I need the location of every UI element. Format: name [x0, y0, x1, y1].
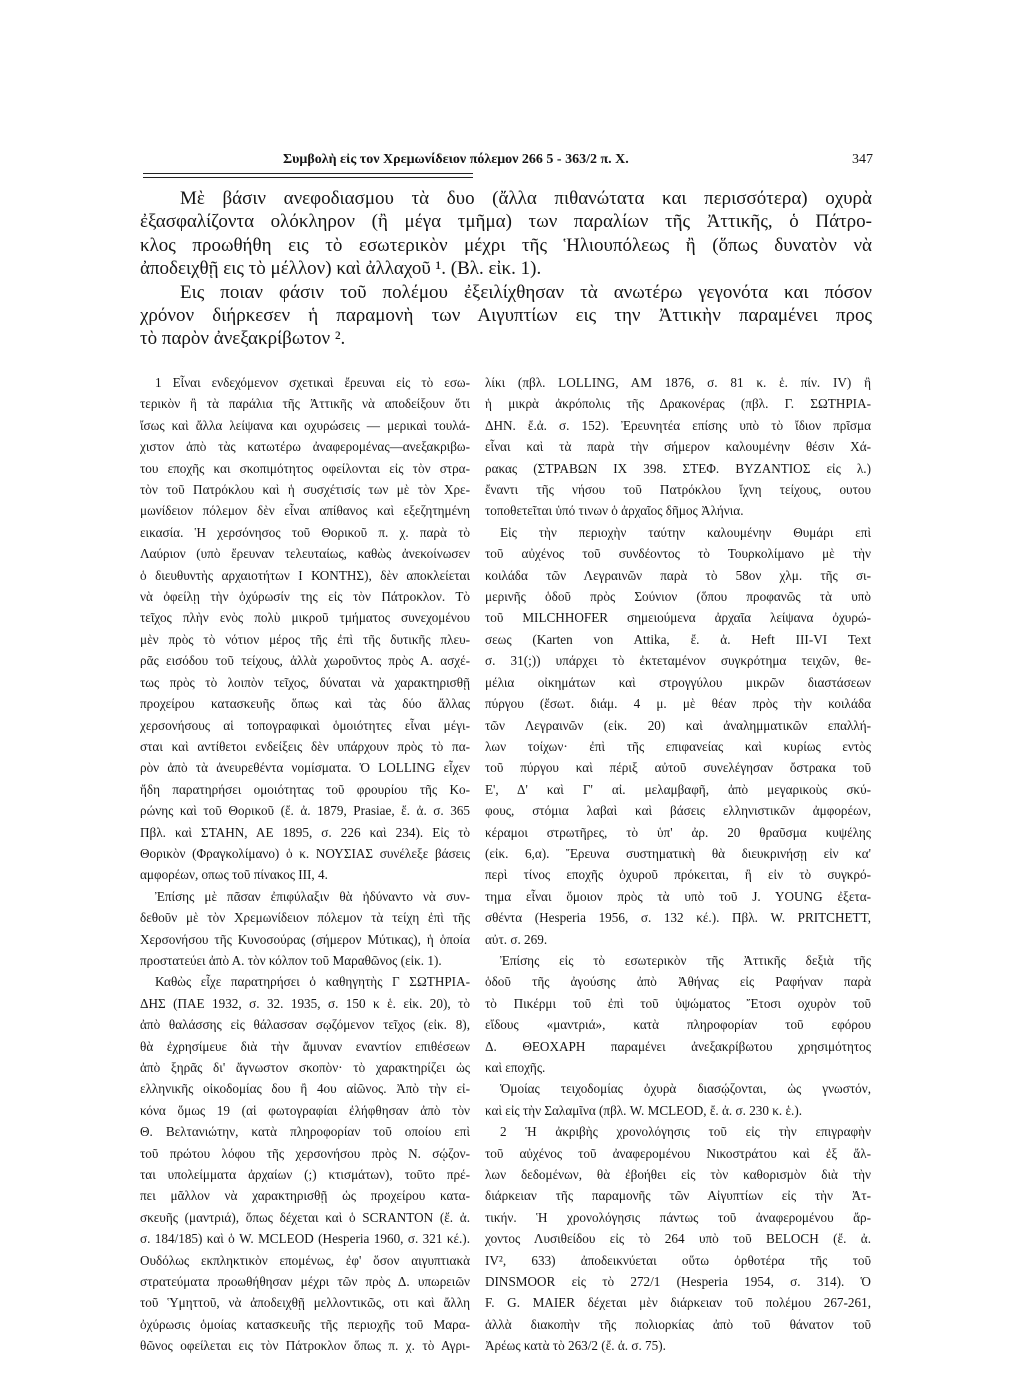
text-line: ὁ διευθυντὴς αρχαιοτήτων Ι ΚΟΝΤΗΣ), δὲν αποκλείεται	[140, 567, 470, 583]
text-line: τὸ παρὸν ἀνεξακρίβωτον ².	[140, 328, 346, 350]
footnotes-right-column	[485, 372, 871, 1357]
text-line: Εις ποιαν φάσιν τοῦ πολέμου ἐξειλίχθησαν τὰ ανωτέρω γεγονότα και πόσον	[180, 281, 872, 303]
paragraph	[485, 1078, 871, 1121]
text-line: IV², 633) ἀποδεικνύεται οὕτω ὀρθοτέρα τῆς τοῦ	[485, 1252, 871, 1268]
text-line: ρακας (ΣΤΡΑΒΩΝ IX 398. ΣΤΕΦ. ΒΥΖΑΝΤΙΟΣ εἰς λ.)	[485, 460, 871, 476]
text-line: τῶν Λεγραινῶν (εἰκ. 20) καὶ ἀναλημματικῶν επαλλή-	[485, 717, 871, 733]
text-line: Ἀρέως κατὰ τὸ 263/2 (ἔ. ἀ. σ. 75).	[485, 1338, 666, 1354]
text-line: προχείρου κατασκευῆς ὅπως καὶ τὰς δύο ἄλλας	[140, 696, 470, 712]
text-line: προστατεύει ἀπὸ Α. τὸν κόλπον τοῦ Μαραθῶνος (εἰκ. 1).	[140, 952, 442, 968]
text-line: κέραμοι στρωτῆρες, τὸ ὑπ' ἀρ. 20 θραῦσμα κυψέλης	[485, 824, 871, 840]
text-line: αὐτ. σ. 269.	[485, 931, 548, 947]
text-line: μέλια οἰκημάτων καὶ στρογγύλου μικρῶν διαστάσεων	[485, 674, 871, 690]
text-line: τως πρὸς τὸ λοιπὸν τεῖχος, δύναται νὰ χαρακτηρισθῇ	[140, 674, 470, 690]
text-line: ται υπολείμματα ἀρχαίων (;) κτισμάτων), τοῦτο πρέ-	[140, 1167, 470, 1183]
text-line: τοῦ MILCHHOFER σημειούμενα ἀρχαῖα λείψανα ὀχυρώ-	[485, 610, 871, 626]
text-line: δεθοῦν μὲ τὸν Χρεμωνίδειον πόλεμον τὰ τείχη ἐπὶ τῆς	[140, 910, 470, 926]
text-line: Ουδόλως εκπληκτικὸν επομένως, ἐφ' ὅσον αιγυπτιακὰ	[140, 1252, 470, 1268]
text-line: Καθὼς εἶχε παρατηρήσει ὁ καθηγητὴς Γ ΣΩΤΗΡΙΑ-	[155, 974, 470, 990]
text-line: εἴδους «μαντριά», κατὰ πληροφορίαν τοῦ εφόρου	[485, 1017, 871, 1033]
header-double-rule	[143, 173, 473, 178]
text-line: λων δεδομένων, θὰ ἐβοήθει εἰς τὸν καθορισμὸν διὰ τὴν	[485, 1167, 871, 1183]
paragraph	[485, 522, 871, 950]
text-line: θῶνος οφείλεται εις τὸν Πάτροκλον ὅπως π. χ. τὸ Αγρι-	[140, 1338, 470, 1354]
text-line: τὸ Πικέρμι τοῦ ἐπὶ τοῦ ὑψώματος Ἔτοσι οχυρὸν τοῦ	[485, 995, 871, 1011]
text-line: ἀποδειχθῇ εις τὸ μέλλον) καὶ ἀλλαχοῦ ¹. (Βλ. εἰκ. 1).	[140, 258, 542, 280]
running-title: Συμβολὴ εἰς τον Χρεμωνίδειον πόλεμον 266 5 - 363/2 π. Χ.	[283, 152, 629, 167]
text-line: κόνα ὅμως 19 (αἱ φωτογραφίαι ἐλήφθησαν ἀπὸ τὸν	[140, 1102, 470, 1118]
text-line: ελληνικῆς οἰκοδομίας δου ἢ 4ου αἰῶνος. Ἀπὸ τὴν εἰ-	[140, 1081, 470, 1097]
text-line: ΔΗΝ. ἔ.ἀ. σ. 152). Ἐρευνητέα επίσης υπὸ τὸ ἴδιον πρῖσμα	[485, 417, 871, 433]
text-line: ἀπὸ ξηρᾶς δι' ἄγνωστον σκοπὸν· τὸ χαρακτηρίζει ὡς	[140, 1060, 470, 1075]
paragraph	[140, 281, 872, 351]
text-line: τοποθετεῖται ὑπό τινων ὁ ἀρχαῖος δῆμος Ἀλήνια.	[485, 503, 744, 519]
text-line: Δ. ΘΕΟΧΑΡΗ παραμένει ἀνεξακρίβωτου χρησιμότητος	[485, 1038, 871, 1054]
paragraph	[140, 971, 470, 1356]
text-line: λων τοίχων· ἐπὶ τῆς επιφανείας καὶ κυρίως εντὸς	[485, 738, 871, 754]
page-number: 347	[852, 152, 873, 167]
text-line: αμφορέων, οπως τοῦ πίνακος ΙΙΙ, 4.	[140, 867, 328, 883]
text-line: φους, στόμια λαβαὶ καὶ βάσεις ελληνιστικῶν ἀμφορέων,	[485, 803, 871, 819]
text-line: ἤδη παρατηρήσει ομοιότητας τοῦ φρουρίου τῆς Κο-	[140, 781, 470, 797]
text-line: σται καὶ αντίθετοι ενδείξεις δὲν υπάρχουν πρὸς τὸ πα-	[140, 738, 470, 754]
text-line: ἀλλὰ διακοπὴν τῆς πολιορκίας ἀπὸ τοῦ θάνατον τοῦ	[485, 1316, 871, 1332]
text-line: καὶ εποχῆς.	[485, 1060, 546, 1075]
paragraph	[140, 372, 470, 886]
text-line: κλος προωθήθη εις τὸ εσωτερικὸν μέχρι τῆς Ἡλιουπόλεως ἢ (ὅπως δυνατὸν νὰ	[140, 234, 872, 256]
text-line: πει μᾶλλον νὰ χαρακτηρισθῇ ὡς προχείρου κατα-	[140, 1188, 470, 1204]
text-line: σκευῆς (μαντριά), ὅπως δέχεται καὶ ὁ SCRANTON (ἔ. ἀ.	[140, 1209, 470, 1225]
text-line: ρὸν ἀπὸ τὰ ἀνευρεθέντα νομίσματα. Ὁ LOLLING εἶχεν	[140, 760, 470, 776]
text-line: τοῦ πύργου καὶ πέριξ αὐτοῦ συνελέγησαν ὄστρακα τοῦ	[485, 760, 871, 776]
text-line: τοῦ αὐχένος τοῦ συνδέοντος τὸ Τουρκολίμανο μὲ τὴν	[485, 546, 871, 562]
text-line: ΔΗΣ (ΠΑΕ 1932, σ. 32. 1935, σ. 150 κ ἑ. εἰκ. 20), τὸ	[140, 995, 470, 1011]
text-line: Ἐπίσης εἰς τὸ εσωτερικὸν τῆς Ἀττικῆς δεξιὰ τῆς	[500, 952, 871, 968]
text-line: Μὲ βάσιν ανεφοδιασμου τὰ δυο (ἄλλα πιθανώτατα και περισσότερα) οχυρὰ	[180, 188, 872, 209]
paragraph	[485, 1121, 871, 1356]
text-line: Θορικὸν (Φραγκολίμανο) ὁ κ. ΝΟΥΣΙΑΣ συνέλεξε βάσεις	[140, 845, 470, 861]
text-line: (εἰκ. 6,α). Ἔρευνα συστηματικὴ θὰ διευκρινήσῃ εἰν κα'	[485, 845, 871, 861]
text-line: νὰ ὀφείλῃ τὴν ὀχύρωσίν της εἰς τὸν Πάτροκλον. Τὸ	[140, 589, 470, 605]
text-line: Ἐπίσης μὲ πᾶσαν ἐπιφύλαξιν θὰ ἠδύναντο νὰ συν-	[155, 888, 470, 904]
text-line: τοῦ πρώτου λόφου τῆς χερσονήσου πρὸς Ν. σῴζον-	[140, 1145, 470, 1161]
text-line: εικασία. Ἡ χερσόνησος τοῦ Θορικοῦ π. χ. παρὰ τὸ	[140, 524, 470, 540]
text-line: Ὁμοίας τειχοδομίας ὀχυρὰ διασῴζονται, ὡς γνωστόν,	[500, 1081, 871, 1097]
text-line: 2 Ἡ ἀκριβὴς χρονολόγησις τοῦ εἰς τὴν επιγραφὴν	[500, 1124, 871, 1140]
footnotes-left-column	[140, 372, 470, 1357]
text-line: Λαύριον (υπὸ ἔρευναν τελευταίως, καθὼς ἀνεκοίνωσεν	[140, 546, 470, 562]
text-line: ὀχύρωσις ὁμοίας κατασκευῆς τῆς περιοχῆς τοῦ Μαρα-	[140, 1316, 470, 1332]
text-line: ρώνης καὶ τοῦ Θορικοῦ (ἔ. ἀ. 1879, Prasiae, ἔ. ἀ. σ. 365	[140, 803, 470, 819]
text-line: πύργου (ἔσωτ. διάμ. 4 μ. μὲ θέαν πρὸς τὴν κοιλάδα	[485, 696, 871, 712]
text-line: 1 Εἶναι ενδεχόμενον σχετικαὶ ἔρευναι εἰς τὸ εσω-	[155, 375, 470, 390]
text-line: ἀπὸ θαλάσσης εἰς θάλασσαν σῳζόμενον τεῖχος (εἰκ. 8),	[140, 1017, 470, 1033]
main-text	[140, 187, 872, 351]
text-line: μὲν πρὸς τὸ νότιον μέρος τῆς ἐπὶ τῆς δυτικῆς πλευ-	[140, 631, 470, 647]
text-line: ἐξασφαλίζοντα ολόκληρον (ἢ μέγα τμῆμα) των παραλίων τῆς Ἀττικῆς, ὁ Πάτρο-	[140, 211, 872, 233]
text-line: τοῦ Ὑμηττοῦ, νὰ ἀποδειχθῇ μελλοντικῶς, οτι καὶ ἄλλη	[140, 1295, 470, 1311]
text-line: τημα εἶναι ὅμοιον πρὸς τὰ υπὸ τοῦ J. YOUNG ἐξετα-	[485, 888, 871, 904]
text-line: ἴσως καὶ ἄλλα λείψανα και οχυρώσεις — μερικαὶ τουλά-	[140, 417, 470, 433]
text-line: F. G. MAIER δέχεται μὲν διάρκειαν τοῦ πολέμου 267-261,	[485, 1295, 871, 1311]
text-line: στρατεύματα προωθήθησαν μέχρι τῶν πρὸς Δ. υπωρειῶν	[140, 1274, 470, 1290]
text-line: μερινῆς ὁδοῦ πρὸς Σούνιον (ὅπου προφανῶς τὰ υπὸ	[485, 589, 871, 605]
text-line: καὶ εἰς τὴν Σαλαμῖνα (πβλ. W. MCLEOD, ἔ. ἀ. σ. 230 κ. ἑ.).	[485, 1102, 803, 1118]
text-line: DINSMOOR εἰς τὸ 272/1 (Hesperia 1954, σ. 314). Ὁ	[485, 1274, 871, 1290]
text-line: κοιλάδα τῶν Λεγραινῶν παρὰ τὸ 58ον χλμ. τῆς σι-	[485, 567, 871, 583]
text-line: χρόνον διήρκεσεν ἡ παραμονὴ των Αιγυπτίων εις την Ἀττικὴν παραμένει προς	[140, 305, 872, 327]
text-line: περὶ τίνος εποχῆς ὀχυροῦ πρόκειται, ἢ εἰν τὸ συγκρό-	[485, 867, 871, 883]
text-line: λίκι (πβλ. LOLLING, AM 1876, σ. 81 κ. ἑ. πίν. IV) ἢ	[485, 375, 871, 390]
text-line: χοντος Λυσιθείδου εἰς τὸ 264 υπὸ τοῦ BELOCH (ἔ. ἀ.	[485, 1231, 871, 1247]
text-line: χιστον ἀπὸ τὰς κατωτέρω ἀναφερομένας—ανεξακριβω-	[140, 439, 470, 455]
paragraph	[140, 187, 872, 281]
paragraph	[485, 372, 871, 522]
text-line: σ. 31(;)) υπάρχει τὸ ἐκτεταμένον συγκρότημα τειχῶν, θε-	[485, 653, 871, 669]
text-line: Χερσονήσου τῆς Κυνοσούρας (σήμερον Μύτικας), ἡ ὁποία	[140, 931, 470, 947]
text-line: τοῦ αὐχένος τοῦ ἀναφερομένου Νικοστράτου καὶ ἐξ ἄλ-	[485, 1145, 871, 1161]
text-line: Εἰς τὴν περιοχὴν ταύτην καλουμένην Θυμάρι επὶ	[500, 524, 871, 540]
text-line: σεως (Karten von Attika, ἔ. ἀ. Heft III-VI Text	[485, 631, 871, 647]
text-line: μωνίδειον πόλεμον δὲν εἶναι απίθανος καὶ εξεζητημένη	[140, 503, 470, 519]
text-line: ἡ μικρὰ ἀκρόπολις τῆς Δρακονέρας (πβλ. Γ. ΣΩΤΗΡΙΑ-	[485, 396, 871, 412]
text-line: σ. 184/185) καὶ ὁ W. MCLEOD (Hesperia 1960, σ. 321 κέ.).	[140, 1231, 470, 1247]
text-line: τερικὸν ἢ τὰ παράλια τῆς Ἀττικῆς νὰ αποδείξουν ὅτι	[140, 396, 470, 412]
text-line: σθέντα (Hesperia 1956, σ. 132 κέ.). Πβλ. W. PRITCHETT,	[485, 910, 871, 926]
text-line: χερσονήσους αἱ τοπογραφικαὶ ὁμοιότητες εἶναι μέγι-	[140, 717, 470, 733]
text-line: Θ. Βελτανιώτην, κατὰ πληροφορίαν τοῦ οποίου επὶ	[140, 1124, 470, 1140]
text-line: ἔναντι τῆς νήσου τοῦ Πατρόκλου ἴχνη τείχους, ουτου	[485, 482, 871, 498]
text-line: τὸν τοῦ Πατρόκλου καὶ ἡ συσχέτισίς των μὲ τὸν Χρε-	[140, 482, 470, 498]
text-line: ὁδοῦ τῆς ἀγούσης ἀπὸ Ἀθήνας εἰς Ραφήναν παρὰ	[485, 974, 871, 990]
text-line: Πβλ. καὶ ΣΤΑΗΝ, ΑΕ 1895, σ. 226 καὶ 234). Εἰς τὸ	[140, 824, 470, 840]
text-line: εἶναι καὶ τὰ παρὰ τὴν σήμερον καλουμένην θέσιν Χά-	[485, 439, 871, 455]
text-line: τεῖχος πλὴν ενὸς πολὺ μικροῦ τμήματος συνεχομένου	[140, 610, 470, 626]
text-line: ρᾶς εισόδου τοῦ τείχους, ἀλλὰ χωροῦντος πρὸς Α. ασχέ-	[140, 653, 470, 669]
paragraph	[485, 950, 871, 1078]
text-line: τικήν. Ἡ χρονολόγησις πάντως τοῦ ἀναφερομένου ἄρ-	[485, 1209, 871, 1225]
text-line: θὰ ἐχρησίμευε διὰ τὴν ἄμυναν εναντίον επιθέσεων	[140, 1038, 470, 1054]
text-line: διάρκειαν τῆς παραμονῆς τῶν Αἰγυπτίων εἰς τὴν Ἀτ-	[485, 1188, 871, 1204]
paragraph	[140, 886, 470, 972]
text-line: του εποχῆς και σκοπιμότητος οφείλονται εἰς τὸν στρα-	[140, 460, 470, 476]
text-line: Ε', Δ' καὶ Γ' αἰ. μελαμβαφῆ, ἀπὸ μεγαρικοὺς σκύ-	[485, 781, 871, 797]
